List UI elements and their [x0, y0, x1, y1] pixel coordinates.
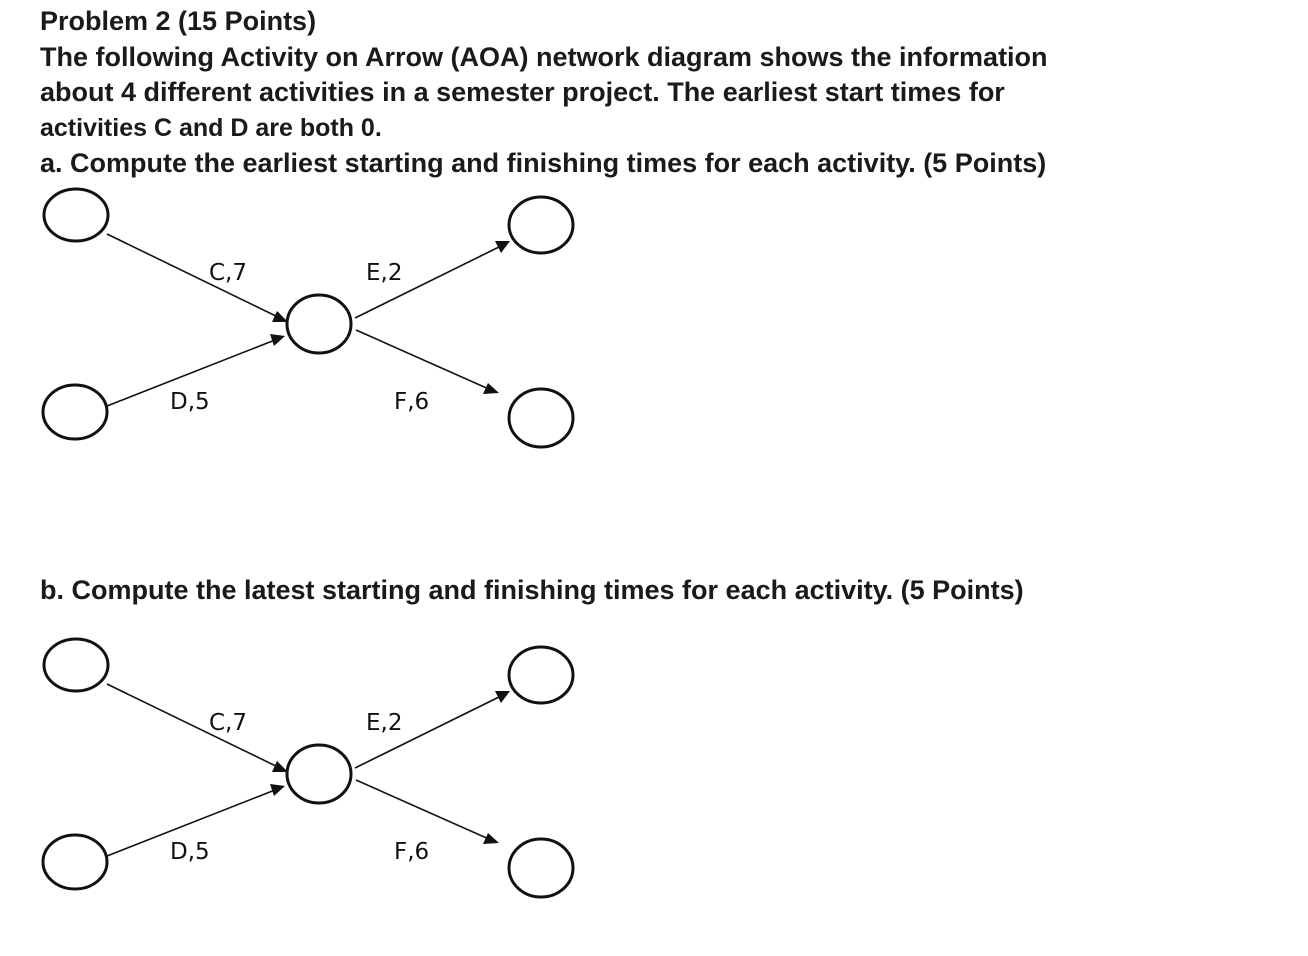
problem-title: Problem 2 (15 Points)	[40, 6, 317, 36]
intro-line-2: about 4 different activities in a semester project. The earliest start times for	[40, 77, 1005, 107]
intro-line-1: The following Activity on Arrow (AOA) network diagram shows the information	[40, 41, 1048, 72]
node-start-bottom	[43, 385, 107, 439]
node-start-bottom	[43, 835, 107, 889]
node-start-top	[44, 639, 108, 691]
node-end-bottom	[509, 389, 573, 447]
label-activity-f: F,6	[394, 839, 430, 865]
node-start-top	[44, 189, 108, 241]
label-activity-f: F,6	[394, 389, 430, 415]
edge-c	[107, 684, 282, 769]
part-a-prompt: a. Compute the earliest starting and finishing times for each activity. (5 Points)	[40, 148, 1047, 178]
problem-text	[40, 4, 1280, 182]
node-end-top	[509, 647, 573, 703]
node-end-top	[509, 197, 573, 253]
label-activity-c: C,7	[209, 260, 248, 286]
intro-line-3: activities C and D are both 0.	[40, 113, 382, 142]
part-b-prompt: b. Compute the latest starting and finishing times for each activity. (5 Points)	[40, 575, 1024, 605]
node-middle	[287, 745, 351, 803]
edge-f	[356, 330, 491, 390]
label-activity-c: C,7	[209, 710, 248, 736]
edge-c	[107, 234, 282, 319]
arrowhead-d	[270, 334, 285, 346]
node-end-bottom	[509, 839, 573, 897]
node-middle	[287, 295, 351, 353]
arrowhead-c	[272, 761, 288, 772]
edge-f	[356, 780, 491, 840]
arrowhead-c	[272, 311, 288, 322]
label-activity-e: E,2	[366, 710, 403, 736]
label-activity-d: D,5	[170, 839, 210, 865]
label-activity-e: E,2	[366, 260, 403, 286]
arrowhead-d	[270, 784, 285, 796]
arrowhead-f	[483, 833, 499, 844]
arrowhead-f	[483, 383, 499, 394]
aoa-network-diagram-b	[0, 630, 620, 900]
label-activity-d: D,5	[170, 389, 210, 415]
aoa-network-diagram-a	[0, 180, 620, 450]
